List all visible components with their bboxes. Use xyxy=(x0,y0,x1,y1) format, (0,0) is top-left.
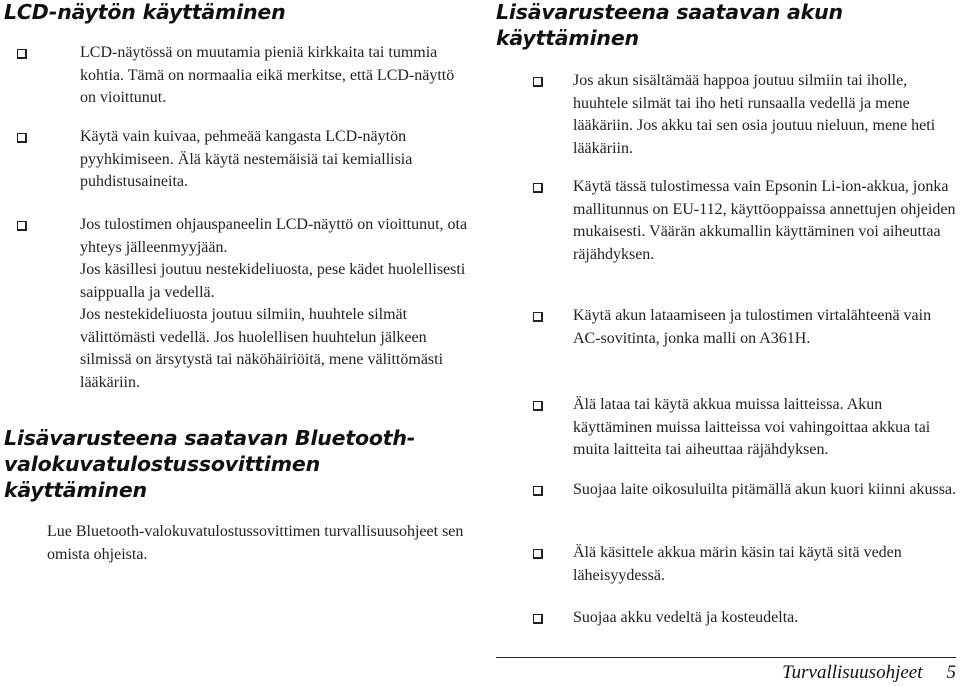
battery-bullet-1 xyxy=(496,70,960,160)
lcd-bullet-1-text: LCD-näytössä on muutamia pieniä kirkkaita tai tummia kohtia. Tämä on normaalia eikä merkitse, että LCD-näyttö on vioittunut. xyxy=(80,44,455,106)
checkbox-bullet-icon xyxy=(533,401,543,411)
checkbox-bullet-icon xyxy=(533,486,543,496)
battery-section-heading: Lisävarusteena saatavan akun käyttäminen xyxy=(496,0,843,50)
lcd-bullet-3-paragraph: Jos tulostimen ohjauspaneelin LCD-näyttö on vioittunut, ota yhteys jälleenmyyjään. xyxy=(80,216,468,256)
page-footer xyxy=(782,662,956,684)
checkbox-bullet-icon xyxy=(533,549,543,559)
bluetooth-section-body: Lue Bluetooth-valokuvatulostussovittimen turvallisuusohjeet sen omista ohjeista. xyxy=(47,523,464,563)
battery-bullet-3-text: Käytä akun lataamiseen ja tulostimen virtalähteenä vain AC-sovitinta, jonka malli on A361H. xyxy=(573,307,932,347)
lcd-bullet-3-paragraph: Jos nestekideliuosta joutuu silmiin, huuhtele silmät välittömästi vedellä. Jos huolellisen huuhtelun jälkeen silmissä on ärsytystä tai näköhäiriöitä, mene välittömästi lääkäriin. xyxy=(80,306,444,391)
lcd-bullet-2-text: Käytä vain kuivaa, pehmeää kangasta LCD-näytön pyyhkimiseen. Älä käytä nestemäisiä tai kemiallisia puhdistusaineita. xyxy=(80,128,413,190)
lcd-section-heading: LCD-näytön käyttäminen xyxy=(4,0,286,24)
footer-divider xyxy=(496,657,956,658)
checkbox-bullet-icon xyxy=(533,614,543,624)
checkbox-bullet-icon xyxy=(17,49,27,59)
battery-bullet-4 xyxy=(496,394,960,462)
battery-bullet-5 xyxy=(496,479,960,502)
page-number: 5 xyxy=(946,662,956,683)
lcd-bullet-1 xyxy=(0,42,472,110)
lcd-bullet-2 xyxy=(0,126,472,194)
battery-bullet-5-text: Suojaa laite oikosuluilta pitämällä akun kuori kiinni akussa. xyxy=(573,481,957,498)
checkbox-bullet-icon xyxy=(533,312,543,322)
lcd-bullet-3 xyxy=(0,214,472,394)
battery-bullet-3 xyxy=(496,305,960,350)
checkbox-bullet-icon xyxy=(533,77,543,87)
checkbox-bullet-icon xyxy=(533,183,543,193)
battery-bullet-1-text: Jos akun sisältämää happoa joutuu silmiin tai iholle, huuhtele silmät tai iho heti runsaalla vedellä ja mene lääkäriin. Jos akku tai sen osia joutuu nieluun, mene heti lääkäriin. xyxy=(573,72,936,157)
footer-section-name: Turvallisuusohjeet xyxy=(782,662,923,683)
battery-bullet-4-text: Älä lataa tai käytä akkua muissa laitteissa. Akun käyttäminen muissa laitteissa voi vahingoittaa akkua tai muita laitteita tai aiheuttaa räjähdyksen. xyxy=(573,396,931,458)
bluetooth-section-heading: Lisävarusteena saatavan Bluetooth-valokuvatulostussovittimen käyttäminen xyxy=(4,426,416,502)
checkbox-bullet-icon xyxy=(17,133,27,143)
battery-bullet-2-text: Käytä tässä tulostimessa vain Epsonin Li-ion-akkua, jonka mallitunnus on EU-112, käyttöoppaissa annettujen ohjeiden mukaisesti. Väärän akkumallin käyttäminen voi aiheuttaa räjähdyksen. xyxy=(573,178,956,263)
battery-bullet-7 xyxy=(496,607,960,630)
lcd-bullet-3-paragraph: Jos käsillesi joutuu nestekideliuosta, pese kädet huolellisesti saippualla ja vedellä. xyxy=(80,261,466,301)
battery-bullet-6-text: Älä käsittele akkua märin käsin tai käytä sitä veden läheisyydessä. xyxy=(573,544,902,584)
checkbox-bullet-icon xyxy=(17,221,27,231)
lcd-bullet-3-text xyxy=(80,214,472,394)
battery-bullet-2 xyxy=(496,176,960,266)
battery-bullet-6 xyxy=(496,542,960,587)
battery-bullet-7-text: Suojaa akku vedeltä ja kosteudelta. xyxy=(573,609,799,626)
